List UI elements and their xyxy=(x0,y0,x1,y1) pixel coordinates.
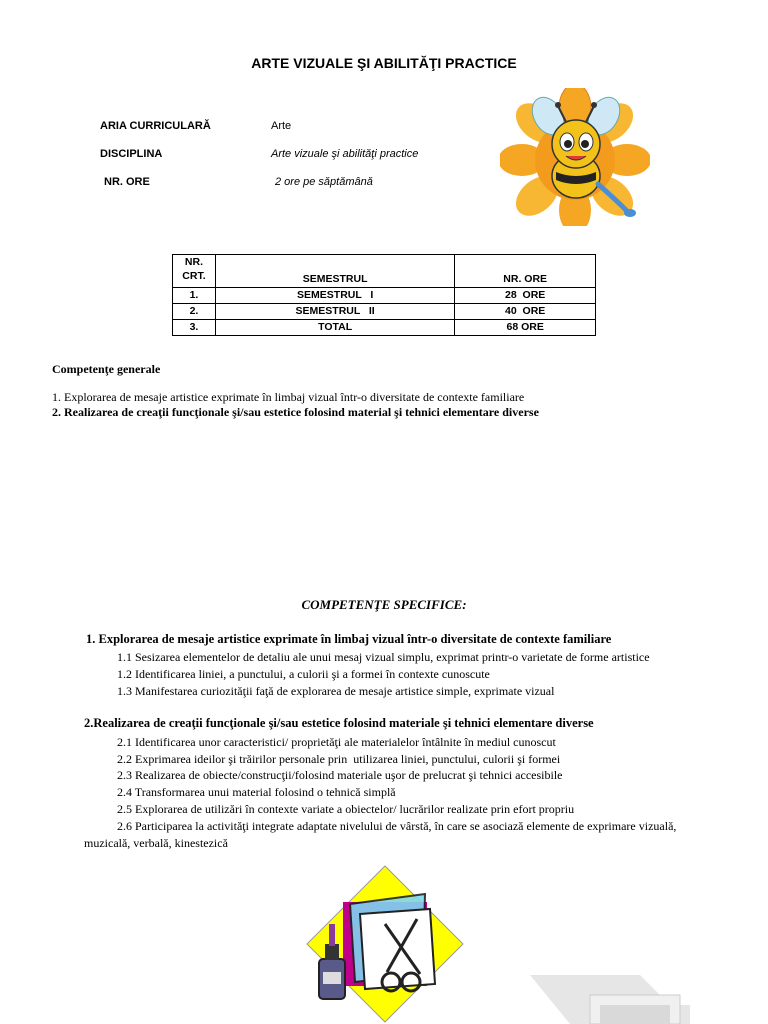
row-hours: 40 ORE xyxy=(455,304,596,320)
table-row xyxy=(173,320,596,336)
row-semester: TOTAL xyxy=(215,320,454,336)
ore-value: 2 ore pe săptămână xyxy=(275,176,373,188)
aria-value: Arte xyxy=(271,120,292,132)
aria-label: ARIA CURRICULARĂ xyxy=(100,120,211,132)
specific-item-2-6: 2.6 Participarea la activităţi integrate adaptate nivelului de vârstă, în care se asociază elemente de exprimare vizuală, xyxy=(117,819,677,833)
disciplina-label: DISCIPLINA xyxy=(100,148,163,160)
row-hours: 28 ORE xyxy=(455,288,596,304)
header-nr-ore: NR. ORE xyxy=(455,255,596,288)
specific-item-2-3: 2.3 Realizarea de obiecte/construcţii/folosind materiale uşor de prelucrat şi tehnici accesibile xyxy=(117,768,563,782)
general-heading: Competenţe generale xyxy=(52,362,161,376)
specific-item-1-1: 1.1 Sesizarea elementelor de detaliu ale unui mesaj vizual simplu, exprimat printr-o varietate de forme artistice xyxy=(117,650,650,664)
art-supplies-clipart-icon xyxy=(305,864,465,1024)
table-row xyxy=(173,288,596,304)
row-number: 3. xyxy=(173,320,216,336)
semester-table xyxy=(172,254,596,336)
specific-group2-title: 2.Realizarea de creaţii funcţionale şi/sau estetice folosind materiale şi tehnici elementare diverse xyxy=(84,716,594,730)
specific-item-1-2: 1.2 Identificarea liniei, a punctului, a culorii şi a formei în contexte cunoscute xyxy=(117,667,490,681)
header-nr-line1: NR. xyxy=(184,256,203,268)
row-hours: 68 ORE xyxy=(455,320,596,336)
disciplina-value: Arte vizuale şi abilităţi practice xyxy=(271,148,419,160)
bee-clipart-icon xyxy=(500,88,650,226)
specific-item-2-1: 2.1 Identificarea unor caracteristici/ proprietăţi ale materialelor întâlnite în mediul cunoscut xyxy=(117,735,556,749)
row-semester: SEMESTRUL I xyxy=(215,288,454,304)
header-nr-line2: CRT. xyxy=(182,270,206,282)
next-page-arrow-icon[interactable] xyxy=(530,975,690,1024)
specific-item-2-5: 2.5 Explorarea de utilizări în contexte variate a obiectelor/ lucrărilor realizate prin efort propriu xyxy=(117,802,575,816)
table-header-row xyxy=(173,255,596,288)
ore-label: NR. ORE xyxy=(104,176,150,188)
document-title: ARTE VIZUALE ŞI ABILITĂŢI PRACTICE xyxy=(251,55,517,71)
header-nr-crt xyxy=(173,255,216,288)
table-row xyxy=(173,304,596,320)
specific-heading: COMPETENŢE SPECIFICE: xyxy=(301,597,467,612)
specific-item-2-4: 2.4 Transformarea unui material folosind o tehnică simplă xyxy=(117,785,396,799)
row-number: 2. xyxy=(173,304,216,320)
row-semester: SEMESTRUL II xyxy=(215,304,454,320)
row-number: 1. xyxy=(173,288,216,304)
header-semestrul: SEMESTRUL xyxy=(215,255,454,288)
general-item-1: 1. Explorarea de mesaje artistice exprimate în limbaj vizual într-o diversitate de contexte familiare xyxy=(52,390,525,404)
specific-group1-title: 1. Explorarea de mesaje artistice exprimate în limbaj vizual într-o diversitate de contexte familiare xyxy=(86,632,612,646)
specific-item-2-2: 2.2 Exprimarea ideilor şi trăirilor personale prin utilizarea liniei, punctului, culorii şi formei xyxy=(117,752,561,766)
specific-item-1-3: 1.3 Manifestarea curiozităţii faţă de explorarea de mesaje artistice simple, exprimate vizual xyxy=(117,684,555,698)
specific-item-2-6-cont: muzicală, verbală, kinestezică xyxy=(84,836,228,850)
general-item-2: 2. Realizarea de creaţii funcţionale şi/sau estetice folosind material şi tehnici elementare diverse xyxy=(52,405,539,419)
